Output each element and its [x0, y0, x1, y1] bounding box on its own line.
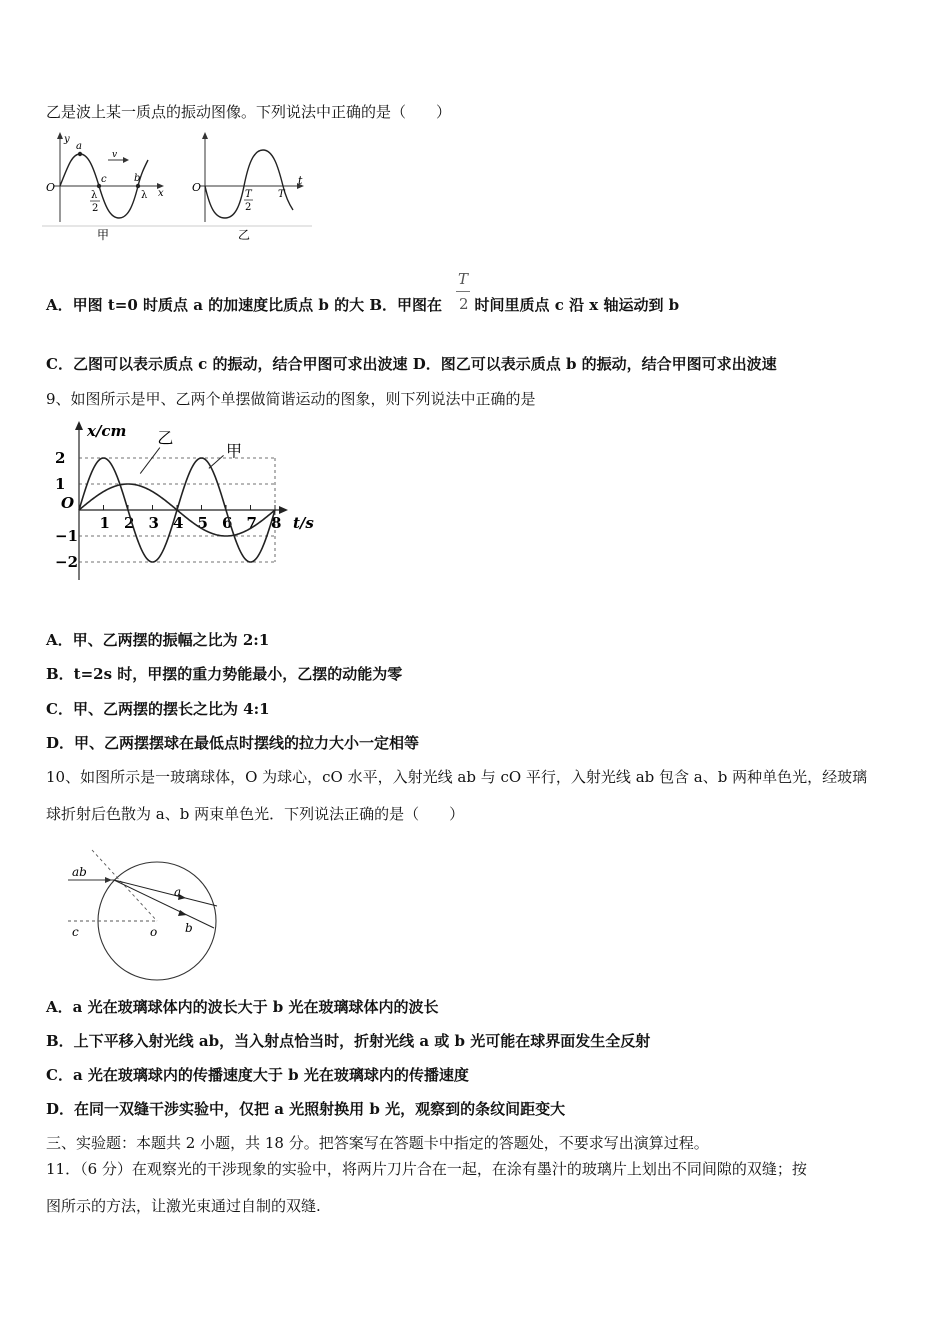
q8-option-b-text: 时间里质点 c 沿 x 轴运动到 b [474, 296, 680, 314]
leader-yi [140, 448, 160, 474]
x-tick-label: 8 [271, 514, 282, 532]
y-axis-label: x/cm [87, 422, 127, 440]
q8-yi-half-num: T [245, 189, 252, 200]
section-3-heading: 三、实验题：本题共 2 小题，共 18 分。把答案写在答题卡中指定的答题处，不要求写出演算过程。 [46, 1134, 709, 1152]
q11-line2: 图所示的方法，让激光束通过自制的双缝. [46, 1197, 321, 1215]
series-jia-label: 甲 [226, 441, 243, 461]
q8-frac-den: 2 [459, 295, 469, 313]
y-tick-label: 1 [55, 475, 66, 493]
q8-jia-origin: O [46, 181, 56, 194]
q8-point-a [78, 152, 82, 156]
y-axis-arrow [75, 421, 83, 430]
q8-point-b [136, 184, 140, 188]
q9-chart [52, 418, 332, 588]
q10-figure [62, 848, 232, 983]
q9-option-b: B．t=2s 时，甲摆的重力势能最小，乙摆的动能为零 [46, 665, 403, 683]
q8-jia-lambda-half-num: λ [91, 190, 98, 201]
q8-jia-lambda-half-den: 2 [92, 203, 99, 214]
q8-frac-bar [456, 291, 470, 292]
q10-stem-line2: 球折射后色散为 a、b 两束单色光．下列说法正确的是（ ） [46, 805, 465, 823]
q8-figure [40, 130, 315, 242]
q11-line1: 11．（6 分）在观察光的干涉现象的实验中，将两片刀片合在一起，在涂有墨汁的玻璃片上划出不同间隙的双缝；按 [46, 1160, 807, 1178]
x-tick-label: 1 [99, 514, 110, 532]
q8-yi-caption: 乙 [238, 228, 251, 242]
q10-stem-line1: 10、如图所示是一玻璃球体，O 为球心，cO 水平，入射光线 ab 与 cO 平行，入射光线 ab 包含 a、b 两种单色光，经玻璃 [46, 768, 868, 786]
y-tick-label: −2 [55, 553, 79, 571]
x-tick-label: 3 [148, 514, 159, 532]
q8-jia-x: x [158, 188, 164, 199]
x-tick-label: 6 [222, 514, 233, 532]
q8-jia-lambda: λ [141, 190, 148, 201]
q9-option-d: D．甲、乙两摆摆球在最低点时摆线的拉力大小一定相等 [46, 734, 420, 752]
x-tick-label: 7 [246, 514, 257, 532]
x-tick-label: 2 [124, 514, 135, 532]
x-axis-arrow [279, 506, 288, 514]
q10-label-c: c [72, 925, 79, 939]
q10-label-a: a [174, 885, 182, 899]
y-tick-label: −1 [55, 527, 79, 545]
q8-option-a-text: A．甲图 t=0 时质点 a 的加速度比质点 b 的大 B．甲图在 [46, 296, 443, 314]
q8-stem: 乙是波上某一质点的振动图像。下列说法中正确的是（ ） [46, 103, 452, 121]
q8-option-c-d: C．乙图可以表示质点 c 的振动，结合甲图可求出波速 D．图乙可以表示质点 b 的振动，结合甲图可求出波速 [46, 355, 777, 373]
leader-jia [209, 455, 224, 468]
x-axis-label: t/s [293, 514, 314, 532]
q8-jia-y: y [64, 134, 70, 145]
q10-option-a: A．a 光在玻璃球体内的波长大于 b 光在玻璃球体内的波长 [46, 998, 439, 1016]
q10-label-o: o [150, 925, 158, 939]
x-tick-label: 5 [197, 514, 208, 532]
q10-option-b: B．上下平移入射光线 ab，当入射点恰当时，折射光线 a 或 b 光可能在球界面发生全反射 [46, 1032, 651, 1050]
q8-jia-b: b [134, 173, 141, 184]
q10-option-d: D．在同一双缝干涉实验中，仅把 a 光照射换用 b 光，观察到的条纹间距变大 [46, 1100, 566, 1118]
q8-frac-num: T [458, 270, 469, 288]
q8-yi-origin: O [192, 181, 202, 194]
q8-jia-caption: 甲 [97, 228, 110, 242]
q9-option-c: C．甲、乙两摆的摆长之比为 4:1 [46, 700, 270, 718]
q8-jia-a: a [76, 141, 82, 152]
series-yi-label: 乙 [157, 428, 174, 448]
q8-jia-v: v [112, 150, 118, 160]
q8-yi-t: t [298, 174, 303, 187]
q8-jia-c: c [101, 174, 107, 185]
refracted-ray-a [114, 880, 217, 906]
x-tick-label: 4 [173, 514, 184, 532]
q10-option-c: C．a 光在玻璃球内的传播速度大于 b 光在玻璃球内的传播速度 [46, 1066, 469, 1084]
q8-yi-half-den: 2 [245, 202, 252, 213]
q9-option-a: A．甲、乙两摆的振幅之比为 2:1 [46, 631, 270, 649]
q10-label-ab: ab [72, 865, 87, 879]
origin-label: O [61, 494, 75, 512]
q8-option-a-b [46, 295, 679, 315]
q9-stem: 9、如图所示是甲、乙两个单摆做简谐运动的图象，则下列说法中正确的是 [46, 390, 536, 408]
q8-yi-T: T [278, 189, 285, 200]
y-tick-label: 2 [55, 449, 66, 467]
q10-label-b: b [185, 921, 193, 935]
